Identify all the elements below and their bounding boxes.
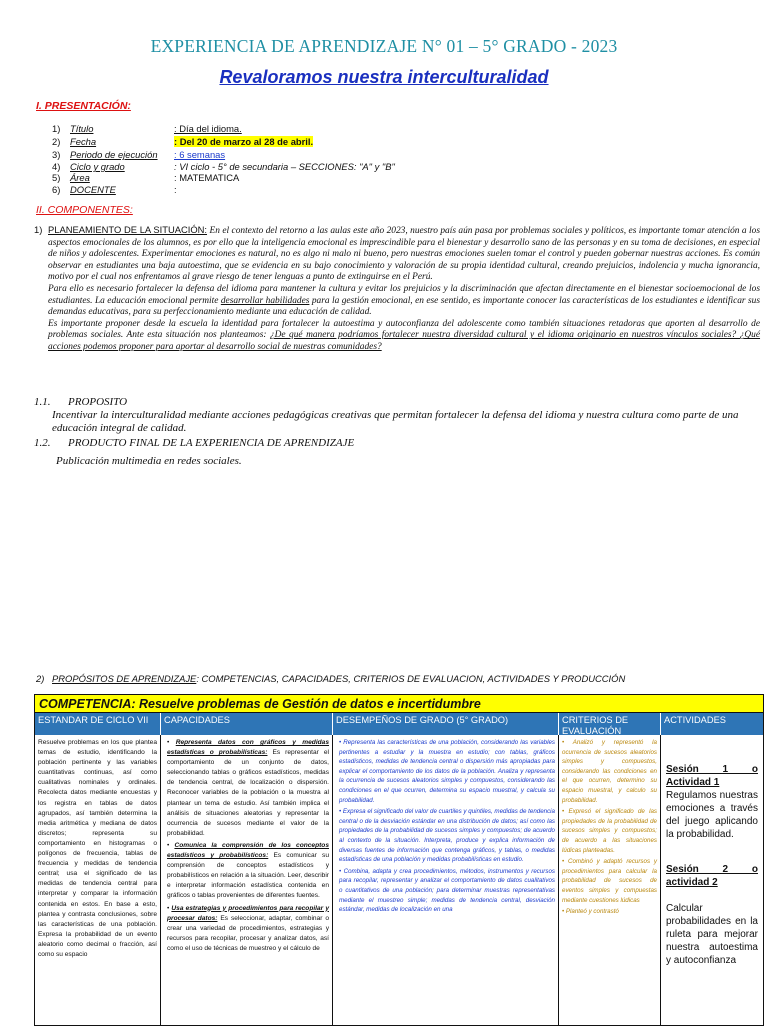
desempeno-item: • Expresa el significado del valor de cuartiles y quintiles, medidas de tendencia central o de la desviación estándar en una distribución de datos; así como las propiedades de la probabilidad de sucesos simples y compuestos; de acuerdo al contexto de la situación. Interpreta, produce y explica información de diversas fuentes de información que contenga gráficos, y tablas, o medidas estadísticas de una población y medidas probabilísticas en estudio. — [339, 808, 555, 864]
row-key: Periodo de ejecución — [70, 149, 158, 160]
info-row-titulo — [52, 123, 242, 134]
header-desempenos: DESEMPEÑOS DE GRADO (5° GRADO) — [333, 713, 559, 735]
actividad-1 — [666, 763, 758, 841]
capacidad-text: Es seleccionar, adaptar, combinar o crear una variedad de procedimientos, estrategias y recursos para recopilar, procesar y analizar datos, así como el uso de técnicas de muestreo y el cálculo de — [167, 914, 329, 952]
criterio-item: • Combinó y adaptó recursos y procedimientos para calcular la probabilidad de sucesos de eventos simples y compuestas mediante cuestiones lúdicas — [562, 858, 657, 904]
criterio-text: Planteó y contrastó — [565, 908, 619, 916]
propositos-rest: : COMPETENCIAS, CAPACIDADES, CRITERIOS DE EVALUACION, ACTIVIDADES Y PRODUCCIÓN — [196, 673, 626, 684]
criterio-item: • Analizó y representó la ocurrencia de sucesos aleatorios simples y compuestos, considerando las condiciones en el que ocurren, determino su espacio muestral, y calculo su probabilidad. — [562, 739, 658, 804]
row-number: 6) — [52, 184, 61, 195]
header-capacidades: CAPACIDADES — [161, 713, 333, 735]
row-number: 1) — [52, 123, 61, 134]
capacidad-item: • Usa estrategias y procedimientos para recopilar y procesar datos: Es seleccionar, adaptar, combinar o crear una variedad de procedimientos, estrategias y recursos para recopilar, procesar y analizar datos, así como el uso de técnicas de muestreo y el cálculo de — [167, 904, 329, 952]
planeamiento-question: ¿De qué manera podríamos fortalecer nuestra diversidad cultural y el idioma originario en nuestros vínculos sociales? ¿Qué acciones podemos proponer para aportar al desarrollo social de nuestras comunidades? — [48, 330, 761, 352]
capacidad-text: Es representar el comportamiento de un conjunto de datos, seleccionando tablas o gráficos estadísticos, medidas de tendencia central, de localización o dispersión. Reconocer variables de la población o la muestra al plantear un tema de estudio. Así también implica el análisis de situaciones aleatorias y representar la ocurrencia de sucesos mediante el valor de la probabilidad. — [167, 749, 329, 837]
planeamiento-text-3a: Es importante proponer desde la escuela la identidad para fortalecer la autoestima y autoconfianza del adolescente como también situaciones retadoras que aporten al desarrollo de problemas sociales. Ante esta situación nos planteamos: — [48, 318, 760, 341]
row-value: : VI ciclo - 5° de secundaria – SECCIONES: "A" y "B" — [174, 161, 395, 172]
actividad-text: Regulamos nuestras emociones a través del juego aplicando la probabilidad. — [666, 790, 758, 840]
desempeno-text: Expresa el significado del valor de cuartiles y quintiles, medidas de tendencia central o de la desviación estándar en una distribución de datos; así como las propiedades de la probabilidad de sucesos simples y compuestos; de acuerdo al contexto de la situación. Interpreta, produce y explica información de diversas fuentes de información que contenga gráficos, y tablas, o medidas estadísticas de una población y medidas probabilísticas en estudio. — [339, 808, 555, 864]
propositos-label: PROPÓSITOS DE APRENDIZAJE — [52, 673, 197, 684]
row-key: Ciclo y grado — [70, 161, 125, 172]
planeamiento-block — [48, 224, 760, 354]
section-title: PRODUCTO FINAL DE LA EXPERIENCIA DE APRENDIZAJE — [68, 437, 355, 449]
criterio-text: Analizó y representó la ocurrencia de sucesos aleatorios simples y compuestos, considerando las condiciones en el que ocurren, determino su espacio muestral, y calculo su probabilidad. — [562, 739, 658, 804]
header-estandar: ESTANDAR DE CICLO VII — [35, 713, 161, 735]
planeamiento-para-1 — [48, 224, 760, 284]
producto-text: Publicación multimedia en redes sociales. — [56, 455, 242, 467]
capacidad-item: • Representa datos con gráficos y medidas estadísticas o probabilísticas: Es representar el comportamiento de un conjunto de datos, seleccionando tablas o gráficos estadísticos, medidas de tendencia central, de localización o dispersión. Reconocer variables de la población o la muestra al plantear un tema de estudio. Así también implica el análisis de situaciones aleatorias y representar la ocurrencia de sucesos mediante el valor de la probabilidad. — [167, 739, 330, 837]
criterio-item: • Planteó y contrastó — [562, 908, 619, 916]
propositos-number: 2) — [36, 673, 45, 684]
capacidad-title: Representa datos con gráficos y medidas estadísticas o probabilísticas: — [167, 739, 330, 757]
cell-capacidades — [161, 735, 333, 1026]
info-row-ciclo — [52, 161, 395, 172]
proposito-text: Incentivar la interculturalidad mediante acciones pedagógicas creativas que permitan fortalecer la defensa del idioma y nuestra cultura como parte de una educación integral de calidad. — [52, 409, 739, 434]
propositos-table — [34, 694, 764, 1026]
planeamiento-para-2 — [48, 284, 760, 319]
row-key: Fecha — [70, 136, 97, 147]
cell-actividades — [661, 735, 763, 1026]
planeamiento-link: desarrollar habilidades — [220, 295, 310, 306]
planeamiento-text-2b: para la gestión emocional, en ese sentido, es importante conocer las características de los estudiantes e identificar sus demandas educativas, para su perfeccionamiento mediante una educación de calidad. — [48, 295, 760, 318]
row-key: DOCENTE — [70, 184, 116, 195]
estandar-text: Resuelve problemas en los que plantea temas de estudio, identificando la población pertinente y las variables cuantitativas continuas, así como cualitativas nominales y ordinales. Recolecta datos mediante encuestas y los registra en tablas de datos agrupados, así también determina la media aritmética y mediana de datos discretos; representa su comportamiento en histogramas o polígonos de frecuencia, tablas de frecuencia y medidas de tendencia central; usa el significado de las medidas de tendencia central para interpretar y comparar la información contenida en estos. En base a esto, plantea y contrasta conclusiones, sobre las características de una población. Expresa la probabilidad de un evento aleatorio como decimal o fracción, así como su espacio — [38, 739, 157, 958]
info-row-docente — [52, 184, 177, 195]
cell-criterios — [559, 735, 661, 1026]
competencia-header: COMPETENCIA: Resuelve problemas de Gestión de datos e incertidumbre — [35, 695, 763, 713]
info-row-periodo — [52, 149, 225, 160]
info-row-fecha — [52, 136, 313, 147]
desempeno-text: Representa las características de una población, considerando las variables pertinentes a estudiar y la muestra en estudio; con tablas, gráficos estadísticos, medidas de tendencia central o dispersión más apropiadas para explicar el comportamiento de los datos de la población. Analiza y representa la ocurrencia de sucesos aleatorios simples y compuestos, considerando las condiciones en el que ocurren, determina su espacio muestral, y calcula su probabilidad. — [339, 739, 556, 804]
row-value: : Del 20 de marzo al 28 de abril. — [174, 136, 314, 147]
row-key: Área — [70, 172, 90, 183]
capacidad-item: • Comunica la comprensión de los conceptos estadísticos y probabilísticos: Es comunicar su comprensión de conceptos estadísticos y probabilísticos en relación a la situación. Leer, describir e interpretar información estadística contenida en gráficos o tablas provenientes de diferentes fuentes. — [167, 841, 330, 900]
row-number: 3) — [52, 149, 61, 160]
section-number: 1.1. — [34, 396, 51, 408]
item-number: 1) — [34, 224, 43, 235]
planeamiento-label: PLANEAMIENTO DE LA SITUACIÓN: — [48, 224, 208, 235]
propositos-heading — [36, 673, 625, 684]
capacidad-text: Es comunicar su comprensión de conceptos estadísticos y probabilísticos en relación a la situación. Leer, describir e interpretar información estadística contenida en gráficos o tablas provenientes de diferentes fuentes. — [167, 852, 329, 900]
actividad-title: Sesión 1 o Actividad 1 — [666, 764, 758, 788]
info-row-area — [52, 172, 239, 183]
planeamiento-text-1: En el contexto del retorno a las aulas este año 2023, nuestro país aún pasa por problemas sociales y políticos, es importante tomar atención a los aspectos emocionales de los alumnos, es por ello que la inteligencia emocional es imprescindible para el bienestar y desarrollo sano de las personas y en su toma de decisiones, en especial de niños y adolescentes. Experimentar emociones es natural, no es algo ni malo ni bueno, pero nuestras emociones suelen tomar el control y pueden gobernar nuestras acciones. Es común observar en estudiantes una baja autoestima, que se evidencia en su bajo conocimiento y valoración de su propia identidad cultural, creando prejuicios, indolencia y mucha ignorancia, motivo por el cual nos enfrentamos al grave riesgo de tener lenguas a punto de extinguirse en el Perú. — [48, 226, 760, 283]
row-value: : MATEMATICA — [174, 172, 240, 183]
header-actividades: ACTIVIDADES — [661, 713, 763, 735]
row-key: Título — [70, 123, 94, 134]
desempeno-item: • Combina, adapta y crea procedimientos, métodos, instrumentos y recursos para recopilar, representar y analizar el comportamiento de datos cualitativos o cuantitativos de una población; para determinar muestras representativas mediante el muestreo simple; medidas de tendencia central, desviación estándar, medidas de localización en una — [339, 867, 555, 914]
actividad-text: Calcular probabilidades en la ruleta para mejorar nuestra autoestima y autoconfianza — [666, 903, 758, 966]
desempeno-text: Combina, adapta y crea procedimientos, métodos, instrumentos y recursos para recopilar, representar y analizar el comportamiento de datos cualitativos o cuantitativos de una población; para determinar muestras representativas mediante el muestreo simple; medidas de tendencia central, desviación estándar, medidas de localización en una — [339, 867, 555, 914]
document-title: EXPERIENCIA DE APRENDIZAJE N° 01 – 5° GRADO - 2023 — [150, 36, 618, 56]
row-value: : 6 semanas — [174, 149, 226, 160]
row-number: 2) — [52, 136, 61, 147]
desempeno-item: • Representa las características de una población, considerando las variables pertinentes a estudiar y la muestra en estudio; con tablas, gráficos estadísticos, medidas de tendencia central o dispersión más apropiadas para explicar el comportamiento de los datos de la población. Analiza y representa la ocurrencia de sucesos aleatorios simples y compuestos, considerando las condiciones en el que ocurren, determina su espacio muestral, y calcula su probabilidad. — [339, 739, 556, 804]
header-criterios: CRITERIOS DE EVALUACIÓN — [559, 713, 661, 735]
cell-estandar — [35, 735, 161, 1026]
row-value: : — [174, 184, 177, 195]
section-number: 1.2. — [34, 437, 51, 449]
row-value: : Día del idioma. — [174, 123, 242, 134]
section-1-2 — [34, 437, 354, 449]
row-number: 5) — [52, 172, 61, 183]
section-1-1 — [34, 396, 127, 408]
row-number: 4) — [52, 161, 61, 172]
capacidad-title: Comunica la comprensión de los conceptos estadísticos y probabilísticos: — [167, 841, 330, 860]
actividad-title: Sesión 2 o actividad 2 — [666, 864, 758, 888]
planeamiento-text-2a: Para ello es necesario fortalecer la defensa del idioma para mantener la cultura y evitar los prejuicios y la discriminación que afectan directamente en el bienestar socioemocional de los estudiantes. La educación emocional permite — [48, 283, 760, 306]
criterio-item: • Expresó el significado de las propiedades de la probabilidad de sucesos simples y compuestos; de acuerdo a las situaciones lúdicas planteadas. — [562, 808, 658, 854]
document-subtitle: Revaloramos nuestra interculturalidad — [219, 67, 549, 87]
section-heading-componentes: II. COMPONENTES: — [36, 204, 133, 216]
section-title: PROPOSITO — [68, 396, 128, 408]
cell-desempenos — [333, 735, 559, 1026]
capacidad-title: Usa estrategias y procedimientos para recopilar y procesar datos: — [167, 904, 329, 922]
criterio-text: Expresó el significado de las propiedades de la probabilidad de sucesos simples y compuestos; de acuerdo a las situaciones lúdicas planteadas. — [562, 808, 658, 854]
section-heading-presentacion: I. PRESENTACIÓN: — [36, 100, 131, 112]
planeamiento-para-3 — [48, 319, 760, 354]
criterio-text: Combinó y adaptó recursos y procedimientos para calcular la probabilidad de sucesos de eventos simples y compuestas mediante cuestiones lúdicas — [562, 858, 657, 904]
actividad-2 — [666, 863, 758, 967]
